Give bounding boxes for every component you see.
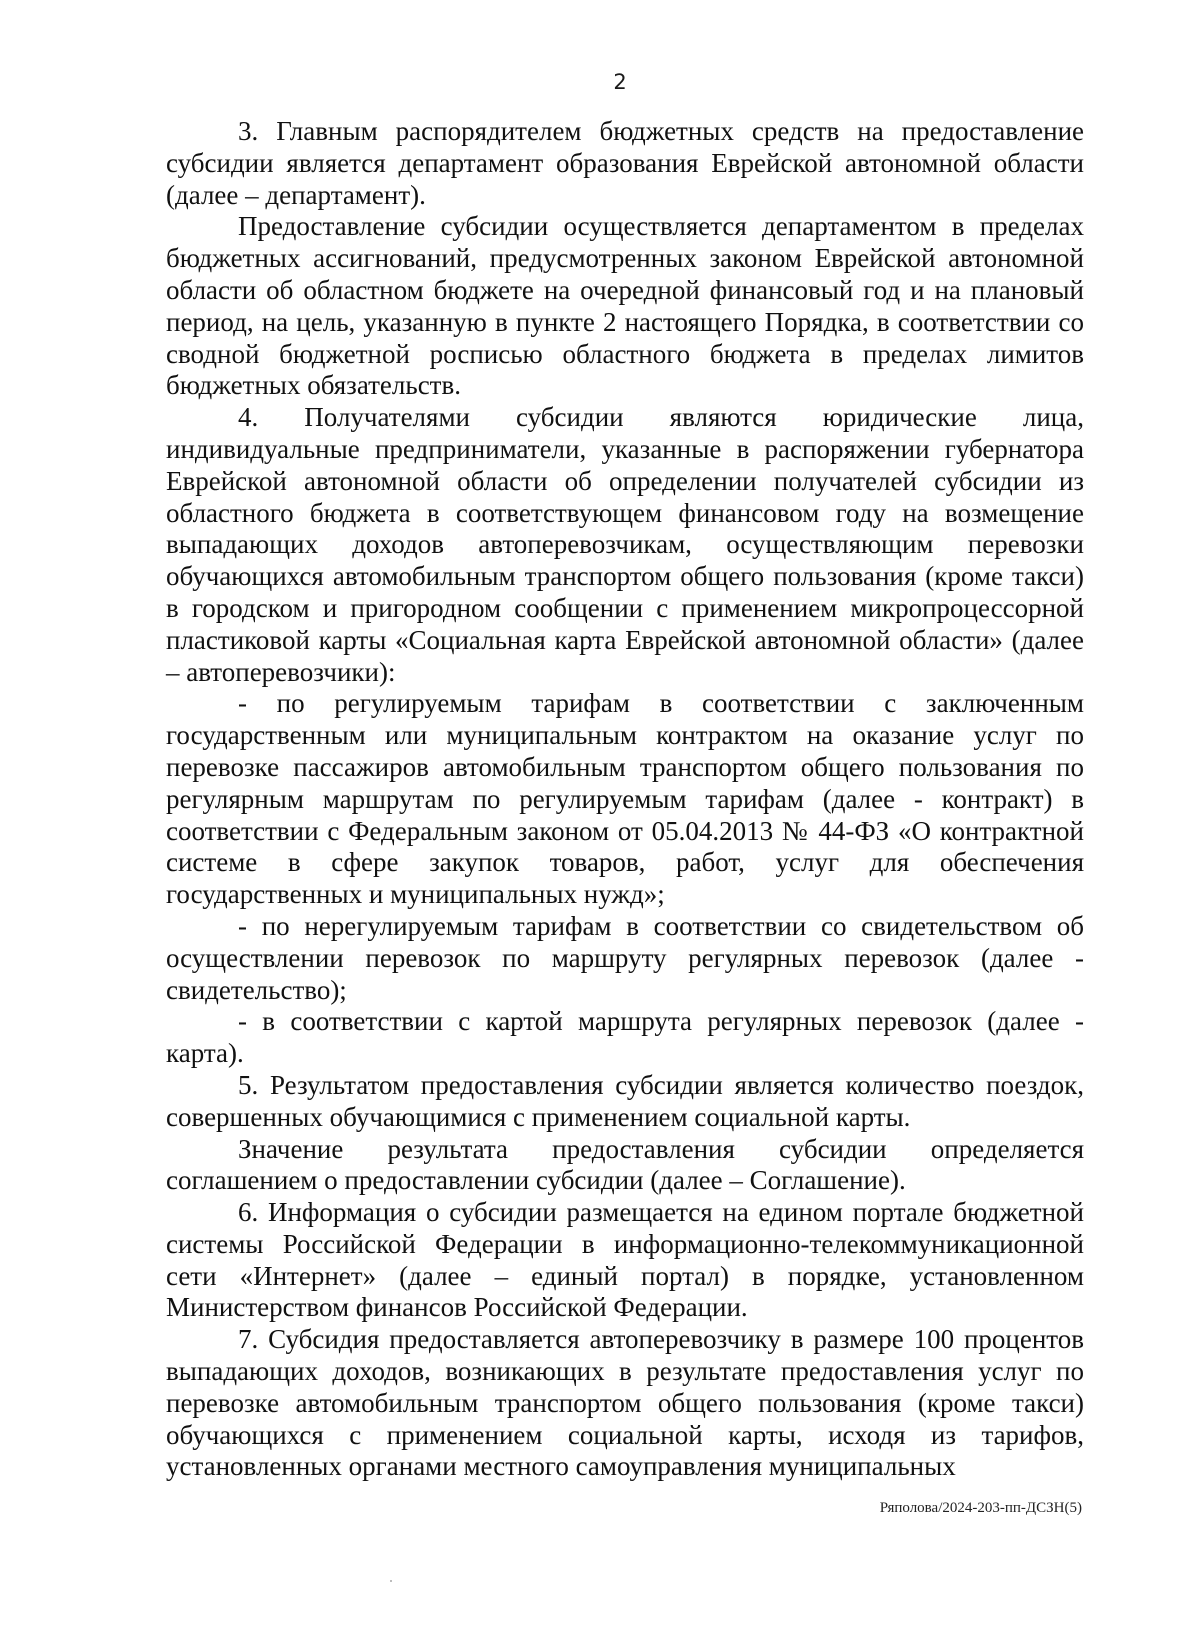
paragraph-4-recipients: 4. Получателями субсидии являются юридические лица, индивидуальные предприниматели, указанные в распоряжении губернатора Еврейской автономной области об определении получателей субсидии из областного бюджета в соответствующем финансовом году на возмещение выпадающих доходов автоперевозчикам, осуществляющим перевозки обучающихся автомобильным транспортом общего пользования (кроме такси) в городском и пригородном сообщении с применением микропроцессорной пластиковой карты «Социальная карта Еврейской автономной области» (далее – автоперевозчики): — [166, 402, 1084, 687]
list-item-unregulated-tariffs: - по нерегулируемым тарифам в соответствии со свидетельством об осуществлении перевозок по маршруту регулярных перевозок (далее - свидетельство); — [166, 910, 1084, 1005]
paragraph-6-information: 6. Информация о субсидии размещается на едином портале бюджетной системы Российской Федерации в информационно-телекоммуникационной сети «Интернет» (далее – единый портал) в порядке, установленном Министерством финансов Российской Федерации. — [166, 1197, 1084, 1323]
paragraph-3-main-administrator: 3. Главным распорядителем бюджетных средств на предоставление субсидии является департамент образования Еврейской автономной области (далее – департамент). — [166, 116, 1084, 210]
paragraph-subsidy-provision: Предоставление субсидии осуществляется департаментом в пределах бюджетных ассигнований, предусмотренных законом Еврейской автономной области об областном бюджете на очередной финансовый год и на плановый период, на цель, указанную в пункте 2 настоящего Порядка, в соответствии со сводной бюджетной росписью областного бюджета в пределах лимитов бюджетных обязательств. — [166, 211, 1084, 401]
paragraph-result-value: Значение результата предоставления субсидии определяется соглашением о предоставлении субсидии (далее – Соглашение). — [166, 1133, 1084, 1196]
paragraph-5-result: 5. Результатом предоставления субсидии является количество поездок, совершенных обучающимися с применением социальной карты. — [166, 1069, 1084, 1132]
list-item-regulated-tariffs: - по регулируемым тарифам в соответствии с заключенным государственным или муниципальным контрактом на оказание услуг по перевозке пассажиров автомобильным транспортом общего пользования по регулярным маршрутам по регулируемым тарифам (далее - контракт) в соответствии с Федеральным законом от 05.04.2013 № 44-ФЗ «О контрактной системе в сфере закупок товаров, работ, услуг для обеспечения государственных и муниципальных нужд»; — [166, 688, 1084, 910]
document-reference-code: Ряполова/2024-203-пп-ДСЗН(5) — [879, 1500, 1082, 1516]
list-item-route-map: - в соответствии с картой маршрута регулярных перевозок (далее - карта). — [166, 1006, 1084, 1069]
page-number: 2 — [613, 70, 627, 94]
document-body — [166, 116, 1084, 1483]
scan-artifact — [390, 1580, 392, 1582]
paragraph-7-subsidy-amount: 7. Субсидия предоставляется автоперевозчику в размере 100 процентов выпадающих доходов, возникающих в результате предоставления услуг по перевозке автомобильным транспортом общего пользования (кроме такси) обучающихся с применением социальной карты, исходя из тарифов, установленных органами местного самоуправления муниципальных — [166, 1324, 1084, 1482]
